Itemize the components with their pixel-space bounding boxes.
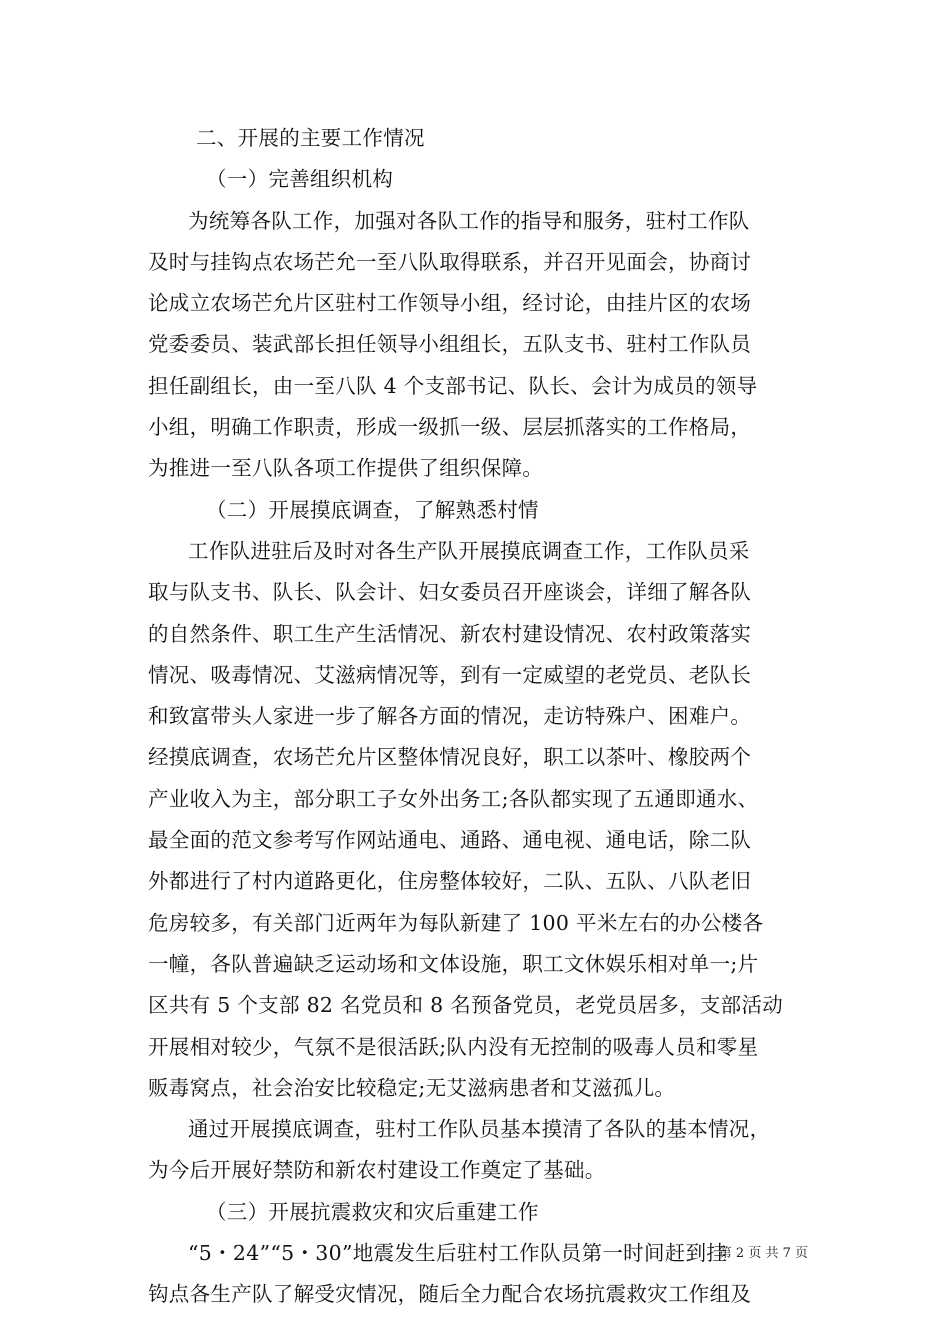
text-line: 情况、吸毒情况、艾滋病情况等，到有一定威望的老党员、老队长 bbox=[148, 662, 752, 687]
text-line: 危房较多，有关部门近两年为每队新建了 100 平米左右的办公楼各 bbox=[148, 910, 764, 935]
subsection-heading: （一）完善组织机构 bbox=[206, 167, 394, 192]
text-line: 小组，明确工作职责，形成一级抓一级、层层抓落实的工作格局， bbox=[148, 415, 752, 440]
text-line: 区共有 5 个支部 82 名党员和 8 名预备党员，老党员居多，支部活动 bbox=[148, 993, 784, 1018]
text-line: 及时与挂钩点农场芒允一至八队取得联系，并召开见面会，协商讨 bbox=[148, 249, 752, 274]
section-heading: 二、开展的主要工作情况 bbox=[196, 126, 425, 150]
text-line: 最全面的范文参考写作网站通电、通路、通电视、通电话，除二队 bbox=[148, 828, 752, 853]
subsection-heading: （二）开展摸底调查，了解熟悉村情 bbox=[206, 497, 539, 522]
text-line: 为今后开展好禁防和新农村建设工作奠定了基础。 bbox=[148, 1158, 606, 1183]
text-line: 论成立农场芒允片区驻村工作领导小组，经讨论，由挂片区的农场 bbox=[148, 291, 752, 316]
text-line: 外都进行了村内道路更化，住房整体较好，二队、五队、八队老旧 bbox=[148, 869, 752, 894]
text-line: 工作队进驻后及时对各生产队开展摸底调查工作，工作队员采 bbox=[188, 538, 750, 563]
text-line: 担任副组长，由一至八队 4 个支部书记、队长、会计为成员的领导 bbox=[148, 373, 758, 398]
text-line: 和致富带头人家进一步了解各方面的情况，走访特殊户、困难户。 bbox=[148, 704, 752, 729]
text-line: 开展相对较少，气氛不是很活跃;队内没有无控制的吸毒人员和零星 bbox=[148, 1034, 759, 1059]
text-line: 取与队支书、队长、队会计、妇女委员召开座谈会，详细了解各队 bbox=[148, 580, 752, 605]
text-line: 为推进一至八队各项工作提供了组织保障。 bbox=[148, 456, 544, 481]
text-line: 钩点各生产队了解受灾情况，随后全力配合农场抗震救灾工作组及 bbox=[148, 1282, 752, 1307]
text-line: 一幢，各队普遍缺乏运动场和文体设施，职工文休娱乐相对单一;片 bbox=[148, 951, 759, 976]
text-line: “5・24”“5・30”地震发生后驻村工作队员第一时间赶到挂 bbox=[188, 1241, 728, 1266]
text-line: 为统筹各队工作，加强对各队工作的指导和服务，驻村工作队 bbox=[188, 208, 750, 233]
text-line: 贩毒窝点，社会治安比较稳定;无艾滋病患者和艾滋孤儿。 bbox=[148, 1075, 676, 1100]
subsection-heading: （三）开展抗震救灾和灾后重建工作 bbox=[206, 1199, 539, 1224]
page-number: 第 2 页 共 7 页 bbox=[718, 1246, 808, 1261]
document-body bbox=[148, 118, 808, 1316]
text-line: 经摸底调查，农场芒允片区整体情况良好，职工以茶叶、橡胶两个 bbox=[148, 745, 752, 770]
text-line: 通过开展摸底调查，驻村工作队员基本摸清了各队的基本情况， bbox=[188, 1117, 771, 1142]
text-line: 党委委员、装武部长担任领导小组组长，五队支书、驻村工作队员 bbox=[148, 332, 752, 357]
text-line: 产业收入为主，部分职工子女外出务工;各队都实现了五通即通水、 bbox=[148, 786, 759, 811]
text-line: 的自然条件、职工生产生活情况、新农村建设情况、农村政策落实 bbox=[148, 621, 752, 646]
